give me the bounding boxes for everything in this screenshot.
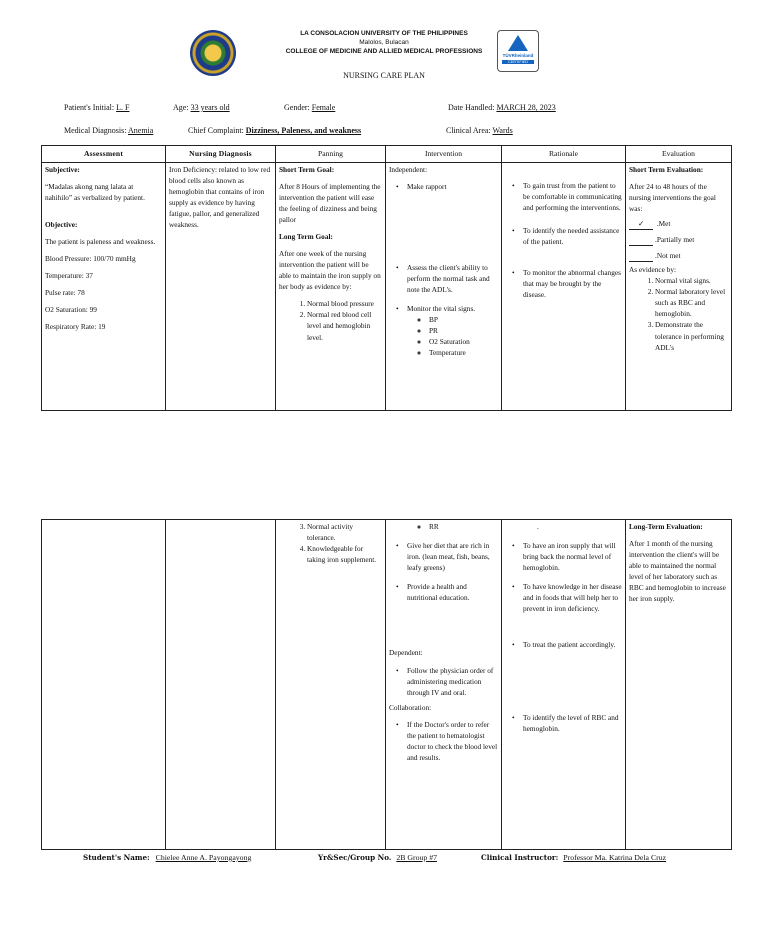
rationale-item: • To treat the patient accordingly. [505,639,622,650]
document-title: NURSING CARE PLAN [343,71,425,80]
short-term-evaluation-label: Short Term Evaluation: [629,164,704,174]
list-item: 1. Normal vital signs. [655,275,728,286]
intervention-item: • Make rapport [389,181,498,192]
met-label: .Met [656,218,671,228]
intervention-item: • Provide a health and nutritional education. [389,581,498,603]
rationale-item: • To identify the level of RBC and hemoglobin. [505,712,622,734]
partially-met-label: .Partially met [655,234,695,244]
rationale-item: • To monitor the abnormal changes that may be brought by the disease. [505,267,622,300]
list-item: ◦ PR [429,325,498,336]
date-value: MARCH 28, 2023 [496,103,556,112]
long-term-goal-label: Long Term Goal: [279,231,333,241]
nursing-diagnosis-cell [166,162,276,410]
rationale-cell [502,162,626,410]
patient-initial-value: L. F [116,103,130,112]
age-label: Age: [173,103,189,112]
vital-temperature: Temperature: 37 [45,271,93,280]
goal-list [279,298,382,342]
dependent-item: • Follow the physician order of administering medication through IV and oral. [389,665,498,698]
vital-signs-sublist-continued [389,521,498,532]
check-mark-icon: ✓ [629,218,653,230]
dependent-label: Dependent: [389,648,423,658]
clinical-area-label: Clinical Area: [446,126,491,135]
objective-text: The patient is paleness and weakness. [45,236,156,246]
met-option [629,218,728,230]
long-term-evaluation-label: Long-Term Evaluation: [629,522,703,531]
evaluation-cell-continued [626,520,732,850]
list-item: ◦ Temperature [429,347,498,358]
vital-signs-sublist [389,314,498,358]
planning-cell-continued [276,520,386,850]
col-planning: Panning [276,146,386,163]
care-plan-table-page2 [41,519,732,850]
group-value: 2B Group #7 [396,853,438,862]
gender-row [284,103,335,112]
not-met-option [629,250,728,262]
instructor-label: Clinical Instructor: [481,853,559,862]
nursing-diagnosis-cell-continued [166,520,276,850]
care-plan-table-page1 [41,145,732,411]
table-row [42,162,732,410]
rationale-dot: . [537,522,539,531]
intervention-cell-continued [386,520,502,850]
partially-met-option [629,234,728,246]
list-item: ◦ O2 Saturation [429,336,498,347]
list-item: ◦ BP [429,314,498,325]
rationale-item: • To identify the needed assistance of the patient. [505,225,622,247]
chief-complaint-label: Chief Complaint: [188,126,244,135]
chief-complaint-row [188,126,361,135]
college-name: COLLEGE OF MEDICINE AND ALLIED MEDICAL PROFESSIONS [285,48,483,55]
goal-list-continued [279,521,382,565]
intervention-item: • Assess the client's ability to perform the normal task and note the ADL's. [389,262,498,295]
long-term-evaluation-text: After 1 month of the nursing intervention the client's will be able to maintained the normal level of her laboratory such as RBC and hemoglobin to increase her iron supply. [629,539,726,604]
subjective-text: “Madalas akong nang lalata at nahihilo” as verbalized by patient. [45,181,145,202]
clinical-area-row [446,126,513,135]
evidence-list [629,275,728,353]
intervention-item: • Monitor the vital signs. [389,303,498,314]
independent-label: Independent: [389,164,428,174]
assessment-cell-continued [42,520,166,850]
date-row [448,103,556,112]
evaluation-cell [626,162,732,410]
rationale-item: • To have knowledge in her disease and in foods that will help her to prevent in iron deficiency. [505,581,622,614]
gender-label: Gender: [284,103,310,112]
patient-initial-row [64,103,129,112]
long-term-goal-text: After one week of the nursing intervention the patient will be able to maintain the iron supply on her body as evidence by: [279,249,381,292]
col-assessment: Assessment [42,146,166,163]
patient-initial-label: Patient's Initial: [64,103,115,112]
clinical-area-value: Wards [492,126,513,135]
instructor-row [481,853,666,862]
table-header-row [42,146,732,163]
list-item: ◦ RR [429,521,498,532]
collaboration-label: Collaboration: [389,702,432,712]
student-name-label: Student's Name: [83,853,150,862]
medical-diagnosis-label: Medical Diagnosis: [64,126,127,135]
table-row [42,520,732,850]
planning-cell [276,162,386,410]
list-item: 3. Normal activity tolerance. [307,521,382,543]
tuv-brand: TÜVRheinland [502,53,534,58]
group-row [318,853,437,862]
rationale-item: • To gain trust from the patient to be comfortable in communicating and performing the interventions. [505,180,622,213]
age-row [173,103,230,112]
intervention-cell [386,162,502,410]
instructor-value: Professor Ma. Katrina Dela Cruz [563,853,667,862]
col-intervention: Intervention [386,146,502,163]
col-evaluation: Evaluation [626,146,732,163]
medical-diagnosis-value: Anemia [128,126,154,135]
university-name: LA CONSOLACION UNIVERSITY OF THE PHILIPPINES [300,30,468,37]
tuv-certified-label: CERTIFIED [502,60,534,64]
university-city: Malolos, Bulacan [359,39,409,46]
short-term-goal-label: Short Term Goal: [279,164,335,174]
evidence-label: As evidence by: [629,265,677,275]
date-label: Date Handled: [448,103,495,112]
age-value: 33 years old [190,103,230,112]
col-nursing-diagnosis: Nursing Diagnosis [166,146,276,163]
rationale-cell-continued [502,520,626,850]
short-term-evaluation-text: After 24 to 48 hours of the nursing interventions the goal was: [629,181,716,213]
chief-complaint-value: Dizziness, Paleness, and weakness [245,126,362,135]
vital-o2-saturation: O2 Saturation: 99 [45,305,97,315]
list-item: 4. Knowledgeable for taking iron supplement. [307,543,382,565]
diagnosis-text: Iron Deficiency: related to low red blood cells also known as hemoglobin that contains of iron supply as evidence by having fatigue, pallor, and generalized weakness. [169,164,271,229]
col-rationale: Rationale [502,146,626,163]
group-label: Yr&Sec/Group No. [318,853,392,862]
vital-blood-pressure: Blood Pressure: 100/70 mmHg [45,253,136,263]
vital-pulse-rate: Pulse rate: 78 [45,288,85,298]
intervention-item: • Give her diet that are rich in iron. (lean meat, fish, beans, leafy greens) [389,540,498,573]
medical-diagnosis-row [64,126,153,135]
student-name-value: Chielee Anne A. Payongayong [155,853,252,862]
list-item: 1. Normal blood pressure [307,298,382,309]
not-met-label: .Not met [655,251,681,260]
objective-label: Objective: [45,219,78,229]
list-item: 2. Normal red blood cell level and hemoglobin level. [307,309,382,342]
vital-respiratory-rate: Respiratory Rate: 19 [45,322,106,332]
rationale-item: • To have an iron supply that will bring back the normal level of hemoglobin. [505,540,622,573]
subjective-label: Subjective: [45,164,80,174]
assessment-cell [42,162,166,410]
collaboration-item: • If the Doctor's order to refer the patient to hematologist doctor to check the blood level and results. [389,719,498,763]
list-item: 3. Demonstrate the tolerance in performing ADL's [655,319,728,352]
list-item: 2. Normal laboratory level such as RBC and hemoglobin. [655,286,728,319]
short-term-goal-text: After 8 Hours of implementing the intervention the patient will ease the feeling of dizziness and being pallor [279,181,381,224]
tuv-certified-logo [497,30,539,72]
student-name-row [83,853,251,862]
gender-value: Female [311,103,336,112]
